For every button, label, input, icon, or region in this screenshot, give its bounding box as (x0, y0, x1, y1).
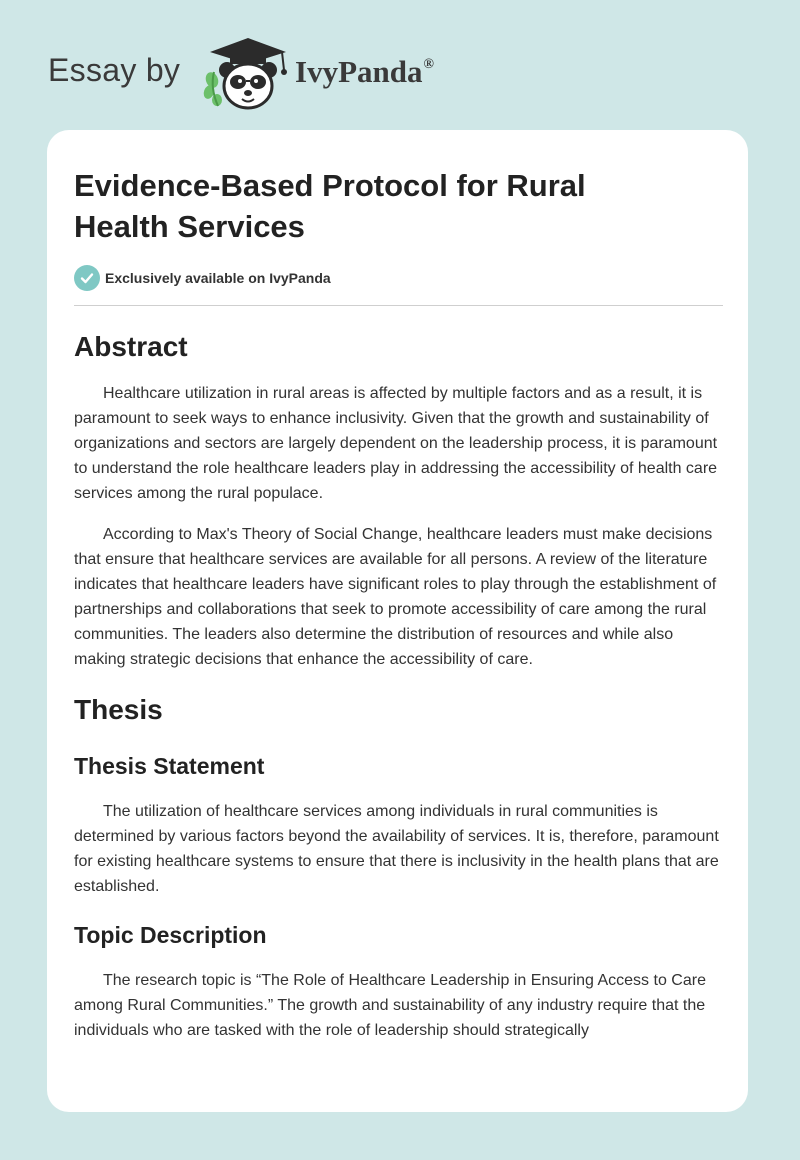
brand-name[interactable] (295, 54, 434, 90)
registered-mark: ® (423, 57, 434, 72)
abstract-paragraph-2: According to Max's Theory of Social Change, healthcare leaders must make decisions that ensure that healthcare services are available for all persons. A review of the literature indicates that healthcare leaders have significant roles to play through the establishment of partnerships and collaborations that seek to promote accessibility of care among the rural communities. The leaders also determine the distribution of resources and while also making strategic decisions that enhance the accessibility of care. (74, 526, 717, 668)
essay-title-line-2: Health Services (74, 209, 305, 244)
exclusive-badge (74, 265, 724, 291)
essay-card (47, 130, 748, 1112)
thesis-statement-paragraph: The utilization of healthcare services among individuals in rural communities is determined by various factors beyond the availability of services. It is, therefore, paramount for existing healthcare systems to ensure that there is inclusivity in the health plans that are established. (74, 803, 719, 895)
thesis-statement-heading: Thesis Statement (74, 753, 265, 779)
site-header (48, 34, 768, 114)
essay-by-label: Essay by (48, 52, 181, 88)
topic-description-paragraph: The research topic is “The Role of Healthcare Leadership in Ensuring Access to Care among Rural Communities.” The growth and sustainability of any industry require that the individuals who are tasked with the role of leadership should strategically (74, 972, 706, 1039)
title-divider (74, 305, 723, 306)
thesis-heading: Thesis (74, 694, 163, 725)
essay-title (74, 165, 724, 247)
essay-title-line-1: Evidence-Based Protocol for Rural (74, 168, 586, 203)
abstract-paragraph-1: Healthcare utilization in rural areas is affected by multiple factors and as a result, it is paramount to seek ways to enhance inclusivity. Given that the growth and sustainability of organizations and sectors are largely dependent on the leadership process, it is paramount to understand the role healthcare leaders play in addressing the accessibility of health care services among the rural populace. (74, 385, 718, 502)
exclusive-badge-text: Exclusively available on IvyPanda (105, 270, 331, 286)
abstract-heading: Abstract (74, 331, 188, 362)
topic-description-heading: Topic Description (74, 922, 267, 948)
essay-content (74, 165, 724, 1043)
checkmark-icon (74, 265, 100, 291)
brand-text: IvyPanda (295, 54, 423, 89)
panda-graduation-cap-icon (200, 36, 290, 112)
